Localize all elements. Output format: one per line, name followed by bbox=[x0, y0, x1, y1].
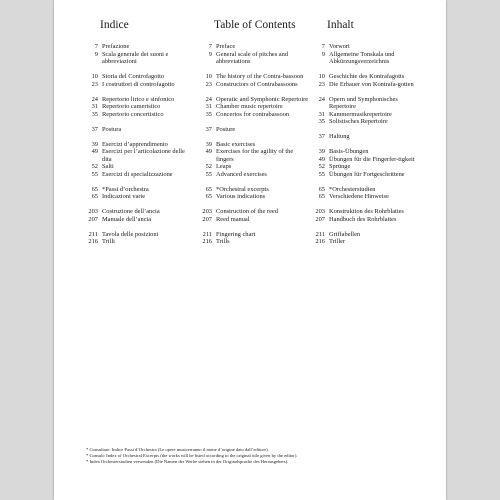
entry-title: I costruttori di controfagotto bbox=[102, 80, 175, 88]
toc-entry bbox=[84, 171, 196, 179]
toc-entry bbox=[311, 133, 423, 141]
toc-entry bbox=[311, 171, 423, 179]
entry-title: Opern und Symphonisches Repertoire bbox=[329, 95, 398, 110]
toc-entry bbox=[198, 111, 310, 119]
toc-entry bbox=[311, 186, 423, 194]
toc-column-italian bbox=[84, 18, 196, 246]
group-spacer bbox=[311, 201, 423, 209]
entry-title: Basic exercises bbox=[216, 140, 256, 148]
toc-column-english bbox=[198, 18, 310, 246]
page-number: 37 bbox=[318, 133, 325, 140]
toc-entry bbox=[198, 171, 310, 179]
group-spacer bbox=[84, 88, 196, 96]
toc-entry bbox=[84, 81, 196, 89]
entry-title: Tavola delle posizioni bbox=[102, 230, 159, 238]
toc-entry bbox=[311, 81, 423, 89]
column-title: Indice bbox=[100, 19, 129, 31]
entry-title: *Orchestral excerpts bbox=[216, 185, 269, 193]
toc-entry bbox=[198, 238, 310, 246]
entry-title: Repertorio lirico e sinfonico bbox=[102, 95, 175, 103]
toc-entry bbox=[311, 238, 423, 246]
toc-entry bbox=[198, 43, 310, 51]
page-number: 52 bbox=[318, 163, 325, 170]
toc-entry bbox=[311, 43, 423, 51]
page-number: 35 bbox=[318, 118, 325, 125]
toc-entry bbox=[198, 51, 310, 66]
entry-title: Constructors of Contrabassoons bbox=[216, 80, 298, 88]
toc-entry bbox=[311, 163, 423, 171]
entry-title: Triller bbox=[329, 238, 346, 245]
toc-entry bbox=[84, 103, 196, 111]
page-number: 39 bbox=[318, 148, 325, 155]
page-number: 10 bbox=[318, 73, 325, 80]
entry-title: General scale of pitches and abbreviations bbox=[216, 50, 289, 65]
entry-title: Chamber music repertoire bbox=[216, 103, 283, 110]
page-number: 216 bbox=[88, 238, 98, 245]
group-spacer bbox=[198, 133, 310, 141]
toc-entry bbox=[84, 141, 196, 149]
page-number: 9 bbox=[208, 50, 212, 58]
group-spacer bbox=[311, 88, 423, 96]
toc-entry bbox=[84, 51, 196, 66]
group-spacer bbox=[84, 178, 196, 186]
toc-entry bbox=[198, 216, 310, 224]
group-spacer bbox=[84, 66, 196, 74]
entry-title: Operatic and Symphonic Repertoire bbox=[216, 95, 309, 103]
toc-entry bbox=[198, 81, 310, 89]
toc-entry bbox=[198, 96, 310, 104]
entry-title: Trilli bbox=[102, 238, 115, 245]
entry-title: Sprünge bbox=[329, 163, 351, 170]
toc-entry bbox=[198, 231, 310, 239]
entry-title: Advanced exercises bbox=[216, 170, 267, 178]
toc-entry bbox=[84, 163, 196, 171]
entry-title: Postura bbox=[102, 125, 122, 133]
page-number: 211 bbox=[315, 230, 325, 238]
toc-entry bbox=[311, 156, 423, 164]
toc-entry bbox=[84, 148, 196, 163]
group-spacer bbox=[84, 133, 196, 141]
group-spacer bbox=[198, 66, 310, 74]
toc-entry bbox=[198, 73, 310, 81]
page-number: 65 bbox=[91, 193, 98, 200]
page-number: 216 bbox=[202, 238, 212, 245]
entry-title: Allgemeine Tonskala und Abkürzungsverzeichnis bbox=[329, 50, 395, 65]
toc-entry bbox=[84, 216, 196, 224]
page-number: 211 bbox=[202, 230, 212, 238]
entry-title: Geschichte des Kontrafagotts bbox=[329, 73, 405, 80]
page-number: 31 bbox=[318, 110, 325, 118]
footnote: * Consult: Index of Orchestral Excerpts (the works will be listed according to the original title given by the editor). bbox=[86, 453, 298, 459]
toc-entry bbox=[311, 216, 423, 224]
toc-entry bbox=[311, 51, 423, 66]
group-spacer bbox=[311, 178, 423, 186]
page-number: 55 bbox=[91, 170, 98, 178]
entry-title: *Orchesterstudien bbox=[329, 185, 376, 193]
page-number: 39 bbox=[205, 140, 212, 148]
toc-entry bbox=[311, 231, 423, 239]
entry-title: Salti bbox=[102, 163, 114, 170]
entry-title: Storia del Controfagotto bbox=[102, 73, 165, 80]
entry-title: Prefazione bbox=[102, 43, 130, 50]
page-number: 49 bbox=[91, 148, 98, 155]
entry-title: The history of the Contra-bassoon bbox=[216, 73, 304, 80]
page-number: 207 bbox=[88, 215, 98, 223]
page-number: 65 bbox=[205, 185, 212, 193]
footnotes bbox=[86, 447, 426, 466]
group-spacer bbox=[198, 118, 310, 126]
toc-entry bbox=[198, 141, 310, 149]
page-number: 49 bbox=[318, 155, 325, 163]
entry-title: Handbuch des Rohrblattes bbox=[329, 215, 397, 223]
page-number: 65 bbox=[91, 185, 98, 193]
document-page bbox=[54, 0, 446, 500]
page-number: 23 bbox=[205, 80, 212, 88]
entry-title: Costruzione dell’ancia bbox=[102, 208, 160, 215]
page-number: 23 bbox=[91, 80, 98, 88]
entry-title: Reed manual bbox=[216, 215, 250, 223]
page-number: 23 bbox=[318, 80, 325, 88]
toc-entry bbox=[311, 208, 423, 216]
page-number: 207 bbox=[315, 215, 325, 223]
entry-title: Die Erbauer von Kontrafa-gotten bbox=[329, 80, 414, 88]
entry-title: Übungen für die Fingerfer-tigkeit bbox=[329, 155, 415, 163]
entry-title: Scala generale dei suoni e abbreviazioni bbox=[102, 50, 169, 65]
group-spacer bbox=[84, 223, 196, 231]
toc-entry bbox=[84, 193, 196, 201]
entry-title: Trills bbox=[216, 238, 230, 245]
entry-title: Concertos for contrabassoon bbox=[216, 110, 290, 118]
page-number: 10 bbox=[205, 73, 212, 80]
column-title: Table of Contents bbox=[214, 19, 296, 31]
page-number: 203 bbox=[88, 208, 98, 215]
page-number: 37 bbox=[91, 125, 98, 133]
entry-title: Übungen für Fortgeschrittene bbox=[329, 170, 405, 178]
toc-entry bbox=[198, 103, 310, 111]
toc-entry bbox=[84, 126, 196, 134]
toc-entry bbox=[311, 148, 423, 156]
entry-title: Esercizi per l’articolazione delle dita bbox=[102, 148, 185, 163]
toc-entry bbox=[84, 96, 196, 104]
group-spacer bbox=[311, 66, 423, 74]
toc-entry bbox=[311, 96, 423, 111]
entry-title: Manuale dell’ancia bbox=[102, 215, 152, 223]
entry-title: Posture bbox=[216, 125, 236, 133]
page-number: 37 bbox=[205, 125, 212, 133]
toc-entry bbox=[198, 193, 310, 201]
entry-title: Konstruktion des Rohrblattes bbox=[329, 208, 404, 215]
toc-entry bbox=[311, 193, 423, 201]
toc-entry bbox=[84, 43, 196, 51]
page-number: 65 bbox=[318, 193, 325, 200]
toc-entry bbox=[84, 231, 196, 239]
page-number: 35 bbox=[205, 110, 212, 118]
column-title: Inhalt bbox=[327, 19, 354, 31]
column-entries bbox=[198, 43, 310, 246]
entry-title: Indicazioni varie bbox=[102, 193, 146, 200]
page-number: 203 bbox=[202, 208, 212, 215]
toc-entry bbox=[311, 111, 423, 119]
page-number: 65 bbox=[318, 185, 325, 193]
toc-entry bbox=[198, 208, 310, 216]
group-spacer bbox=[311, 141, 423, 149]
page-number: 55 bbox=[205, 170, 212, 178]
page-number: 55 bbox=[318, 170, 325, 178]
entry-title: Verschiedene Hinweise bbox=[329, 193, 389, 200]
column-entries bbox=[311, 43, 423, 246]
entry-title: Repertorio concertistico bbox=[102, 110, 164, 118]
page-number: 49 bbox=[205, 148, 212, 155]
entry-title: Solistisches Repertoire bbox=[329, 118, 388, 125]
toc-entry bbox=[84, 73, 196, 81]
entry-title: Basis-Übungen bbox=[329, 148, 369, 155]
page-number: 211 bbox=[88, 230, 98, 238]
page-number: 7 bbox=[94, 43, 98, 50]
toc-entry bbox=[311, 118, 423, 126]
toc-entry bbox=[84, 186, 196, 194]
toc-entry bbox=[198, 148, 310, 163]
page-number: 31 bbox=[205, 103, 212, 110]
toc-entry bbox=[311, 73, 423, 81]
toc-entry bbox=[84, 238, 196, 246]
page-number: 65 bbox=[205, 193, 212, 200]
page-number: 24 bbox=[91, 95, 98, 103]
page-number: 39 bbox=[91, 140, 98, 148]
entry-title: Exercises for the agility of the fingers bbox=[216, 148, 294, 163]
page-number: 207 bbox=[202, 215, 212, 223]
page-number: 216 bbox=[315, 238, 325, 245]
toc-column-german bbox=[311, 18, 423, 246]
page-number: 24 bbox=[318, 95, 325, 103]
page-number: 10 bbox=[91, 73, 98, 80]
page-number: 52 bbox=[91, 163, 98, 170]
entry-title: *Passi d’orchestra bbox=[102, 185, 149, 193]
page-number: 52 bbox=[205, 163, 212, 170]
toc-entry bbox=[84, 111, 196, 119]
entry-title: Repertorio cameristico bbox=[102, 103, 161, 110]
group-spacer bbox=[84, 118, 196, 126]
entry-title: Construction of the reed bbox=[216, 208, 278, 215]
page-number: 35 bbox=[91, 110, 98, 118]
page-number: 203 bbox=[315, 208, 325, 215]
entry-title: Vorwort bbox=[329, 43, 350, 50]
entry-title: Kammermusikrepertoire bbox=[329, 110, 392, 118]
group-spacer bbox=[198, 201, 310, 209]
page-number: 31 bbox=[91, 103, 98, 110]
page-number: 9 bbox=[321, 50, 325, 58]
entry-title: Various indications bbox=[216, 193, 266, 200]
toc-entry bbox=[84, 208, 196, 216]
toc-entry bbox=[198, 163, 310, 171]
entry-title: Leaps bbox=[216, 163, 232, 170]
footnote: * Consultare: Indice Passi d’Orchestra (Le opere musicerranno il nome d’origine dato dall’editore). bbox=[86, 447, 269, 452]
page-number: 7 bbox=[321, 43, 325, 50]
group-spacer bbox=[198, 88, 310, 96]
group-spacer bbox=[198, 178, 310, 186]
entry-title: Preface bbox=[216, 43, 236, 50]
toc-entry bbox=[198, 126, 310, 134]
page-number: 9 bbox=[94, 50, 98, 58]
entry-title: Haltung bbox=[329, 133, 350, 140]
entry-title: Griffabellen bbox=[329, 230, 361, 238]
page-number: 24 bbox=[205, 95, 212, 103]
group-spacer bbox=[311, 126, 423, 134]
group-spacer bbox=[311, 223, 423, 231]
page-number: 7 bbox=[208, 43, 212, 50]
group-spacer bbox=[198, 223, 310, 231]
footnote: * Index Orchesterstudien verwenden (Die Namen der Werke stehen in der Originalsprache des Herausgebers). bbox=[86, 459, 289, 465]
column-entries bbox=[84, 43, 196, 246]
entry-title: Esercizi d’apprendimento bbox=[102, 140, 168, 148]
entry-title: Fingering chart bbox=[216, 230, 256, 238]
group-spacer bbox=[84, 201, 196, 209]
toc-entry bbox=[198, 186, 310, 194]
entry-title: Esercizi di specializzazione bbox=[102, 170, 173, 178]
